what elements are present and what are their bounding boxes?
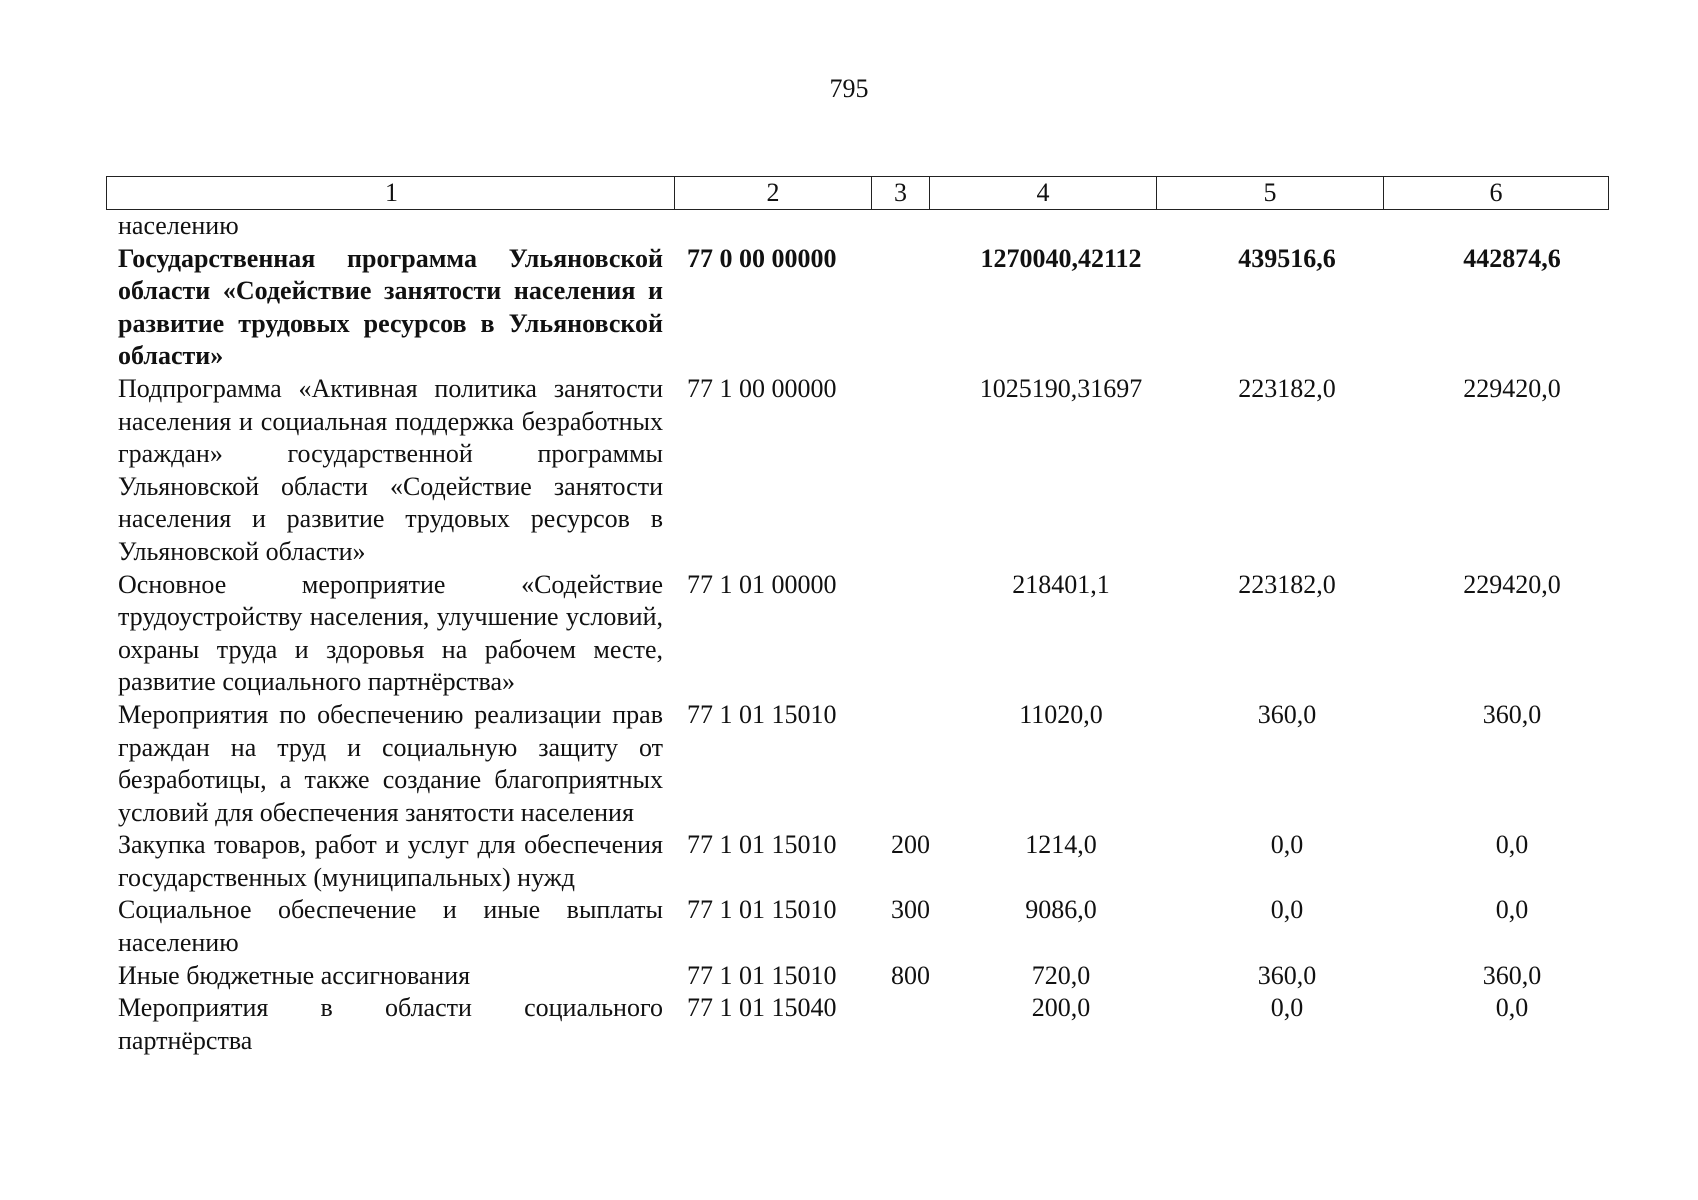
column-header-2: 2 — [675, 177, 872, 210]
row-code: 77 1 01 15010 — [687, 830, 837, 860]
row-type — [883, 992, 948, 1057]
column-header-row — [106, 176, 1609, 210]
row-type: 800 — [891, 960, 930, 990]
row-value-4: 720,0 — [1031, 960, 1091, 990]
table-row — [106, 243, 1624, 373]
row-code: 77 0 00 00000 — [687, 243, 837, 273]
table-row — [106, 210, 1624, 243]
table-row — [106, 373, 1624, 569]
row-type — [883, 210, 948, 243]
column-header-5: 5 — [1157, 177, 1384, 210]
row-value-4: 1270040,42112 — [980, 243, 1142, 273]
row-value-6: 0,0 — [1495, 895, 1529, 925]
row-name: Подпрограмма «Активная политика занятости населения и социальная поддержка безработных граждан» государственной программы Ульяновской области «Содействие занятости населения и развитие трудовых ресурсов в Ульяновской области» — [118, 373, 663, 566]
row-value-5: 0,0 — [1270, 830, 1304, 860]
row-code: 77 1 01 15010 — [687, 960, 837, 990]
row-value-5: 439516,6 — [1238, 243, 1336, 273]
row-name: Закупка товаров, работ и услуг для обеспечения государственных (муниципальных) нужд — [118, 830, 663, 892]
row-code: 77 1 01 15010 — [687, 699, 837, 729]
row-code: 77 1 01 15040 — [687, 993, 837, 1023]
row-value-5: 0,0 — [1270, 993, 1304, 1023]
row-value-4: 200,0 — [1031, 993, 1091, 1023]
row-type — [883, 373, 948, 569]
row-value-4: 1214,0 — [1025, 830, 1097, 860]
row-value-5: 360,0 — [1257, 699, 1317, 729]
table-row — [106, 894, 1624, 959]
row-value-4 — [948, 210, 1174, 243]
row-value-4: 1025190,31697 — [979, 373, 1143, 403]
row-name: Государственная программа Ульяновской области «Содействие занятости населения и развитие трудовых ресурсов в Ульяновской области» — [118, 243, 663, 371]
table-row — [106, 829, 1624, 894]
row-name: Социальное обеспечение и иные выплаты населению — [118, 895, 663, 958]
row-value-6: 0,0 — [1495, 993, 1529, 1023]
row-type — [883, 699, 948, 829]
row-type: 200 — [891, 830, 930, 860]
row-name: Иные бюджетные ассигнования — [118, 960, 471, 990]
row-value-5: 0,0 — [1270, 895, 1304, 925]
row-value-5: 223182,0 — [1238, 373, 1336, 403]
row-type: 300 — [891, 895, 930, 925]
row-value-6 — [1400, 210, 1624, 243]
row-code: 77 1 01 15010 — [687, 895, 837, 925]
page-number: 795 — [829, 74, 869, 103]
row-name: Мероприятия в области социального партнёрства — [118, 993, 663, 1055]
table-row — [106, 699, 1624, 829]
row-code: 77 1 01 00000 — [687, 569, 837, 599]
table-row — [106, 992, 1624, 1057]
row-value-4: 218401,1 — [1012, 569, 1110, 599]
column-header-1: 1 — [107, 177, 675, 210]
row-value-6: 360,0 — [1482, 960, 1542, 990]
row-type — [883, 569, 948, 699]
row-value-6: 229420,0 — [1463, 373, 1561, 403]
row-code — [673, 210, 883, 243]
row-value-5: 360,0 — [1257, 960, 1317, 990]
row-value-5 — [1174, 210, 1400, 243]
column-header-4: 4 — [930, 177, 1157, 210]
column-header-6: 6 — [1384, 177, 1609, 210]
row-value-4: 11020,0 — [1019, 699, 1103, 729]
row-name: Мероприятия по обеспечению реализации прав граждан на труд и социальную защиту от безработицы, а также создание благоприятных условий для обеспечения занятости населения — [118, 699, 663, 827]
row-type — [883, 243, 948, 373]
budget-table — [106, 210, 1624, 1057]
row-name: населению — [118, 211, 239, 240]
table-row — [106, 569, 1624, 699]
row-value-6: 442874,6 — [1463, 243, 1561, 273]
table-row — [106, 960, 1624, 993]
column-header-3: 3 — [872, 177, 930, 210]
row-value-6: 360,0 — [1482, 699, 1542, 729]
row-value-5: 223182,0 — [1238, 569, 1336, 599]
row-value-6: 0,0 — [1495, 830, 1529, 860]
row-name: Основное мероприятие «Содействие трудоустройству населения, улучшение условий, охраны труда и здоровья на рабочем месте, развитие социального партнёрства» — [118, 569, 663, 697]
row-value-6: 229420,0 — [1463, 569, 1561, 599]
row-code: 77 1 00 00000 — [687, 373, 837, 403]
row-value-4: 9086,0 — [1025, 895, 1097, 925]
